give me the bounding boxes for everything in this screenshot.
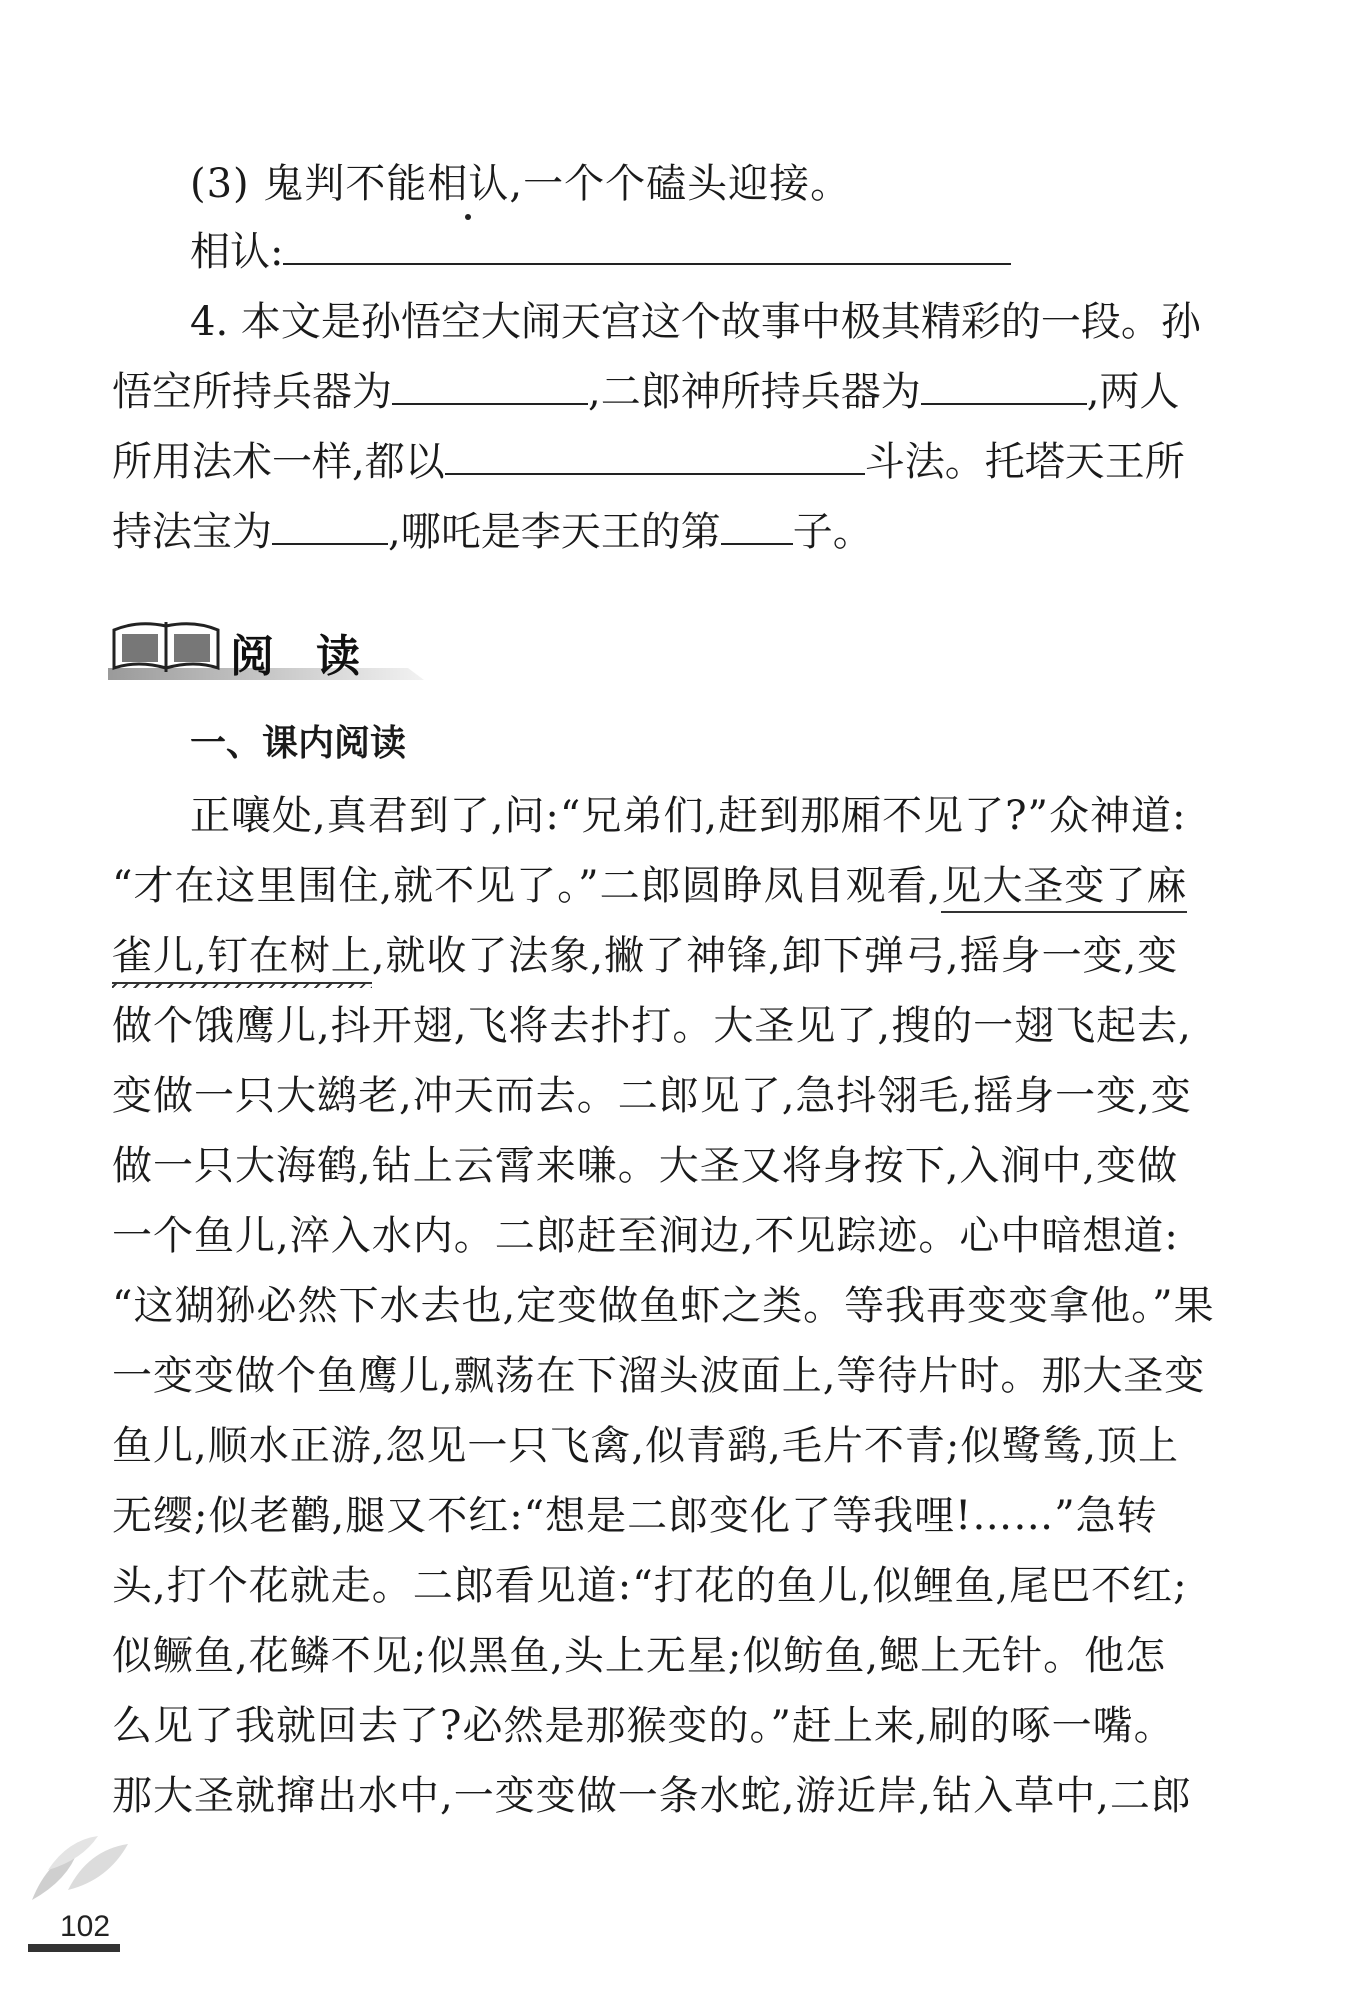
passage-text: 头,打个花就走。二郎看见道:“打花的鱼儿,似鲤鱼,尾巴不红;	[112, 1563, 1188, 1609]
passage-text: 鱼儿,顺水正游,忽见一只飞禽,似青鹞,毛片不青;似鹭鸶,顶上	[112, 1423, 1180, 1469]
passage-text: “这猢狲必然下水去也,定变做鱼虾之类。等我再变变拿他。”果	[112, 1283, 1215, 1329]
passage-text: “才在这里围住,就不见了。”二郎圆睁凤目观看,	[112, 863, 942, 909]
q4-line-1	[190, 298, 1201, 346]
q4-text: ,哪吒是李天王的第	[388, 509, 721, 555]
passage-line	[112, 1772, 1192, 1820]
passage-text: 似鳜鱼,花鳞不见;似黑鱼,头上无星;似鲂鱼,鳃上无针。他怎	[112, 1633, 1167, 1679]
dotted-char: 相认	[427, 161, 510, 207]
item3-text-b: ,一个个磕头迎接。	[509, 161, 852, 207]
passage-line	[112, 1282, 1215, 1330]
passage-text: 变做一只大鹚老,冲天而去。二郎见了,急抖翎毛,摇身一变,变	[112, 1073, 1192, 1119]
q4-text: 悟空所持兵器为	[112, 369, 392, 415]
passage-line	[190, 792, 1186, 840]
answer-blank[interactable]	[721, 509, 793, 545]
q4-text: 斗法。托塔天王所	[864, 439, 1185, 485]
passage-line	[112, 1562, 1188, 1610]
answer-blank[interactable]	[392, 369, 588, 405]
answer-blank[interactable]	[921, 369, 1087, 405]
item3-text-a: (3) 鬼判不能	[190, 161, 428, 207]
page-number: 102	[60, 1910, 111, 1943]
q4-text: 持法宝为	[112, 509, 272, 555]
underlined-text: 见大圣变了麻	[941, 863, 1187, 913]
passage-line	[112, 1352, 1205, 1400]
passage-line	[112, 1422, 1179, 1470]
q4-text: 子。	[792, 509, 873, 555]
passage-line	[112, 862, 1187, 910]
exercise-item-3	[190, 160, 851, 208]
passage-line	[112, 1002, 1192, 1050]
passage-text: 一个鱼儿,淬入水内。二郎赶至涧边,不见踪迹。心中暗想道:	[112, 1213, 1179, 1259]
underlined-text: 雀儿,钉在树上	[112, 932, 372, 984]
passage-text: 做个饿鹰儿,抖开翅,飞将去扑打。大圣见了,搜的一翅飞起去,	[112, 1003, 1192, 1049]
page-number-bar	[28, 1944, 120, 1952]
section-title: 阅读	[230, 631, 402, 682]
q4-text: ,两人	[1086, 369, 1180, 415]
passage-line	[112, 1702, 1175, 1750]
passage-text: 正嚷处,真君到了,问:“兄弟们,赶到那厢不见了?”众神道:	[190, 793, 1187, 839]
passage-text: 么见了我就回去了?必然是那猴变的。”赶上来,刷的啄一嘴。	[112, 1703, 1175, 1749]
item3-answer-label: 相认:	[190, 229, 284, 275]
answer-blank[interactable]	[272, 509, 388, 545]
passage-text: 那大圣就撺出水中,一变变做一条水蛇,游近岸,钻入草中,二郎	[112, 1773, 1192, 1819]
passage-line	[112, 1212, 1179, 1260]
q4-text: 所用法术一样,都以	[112, 439, 445, 485]
item3-dotted-word	[427, 161, 509, 207]
q4-text: 4. 本文是孙悟空大闹天宫这个故事中极其精彩的一段。孙	[190, 299, 1201, 345]
passage-line	[112, 932, 1178, 984]
passage-line	[112, 1142, 1178, 1190]
answer-blank[interactable]	[445, 439, 865, 475]
q4-line-4	[112, 508, 873, 556]
leaf-decoration-icon	[28, 1830, 138, 1910]
passage-line	[112, 1632, 1166, 1680]
answer-blank[interactable]	[283, 229, 1011, 265]
q4-line-3	[112, 438, 1185, 486]
q4-line-2	[112, 368, 1179, 416]
section-subhead: 一、课内阅读	[190, 723, 407, 764]
passage-text: 一变变做个鱼鹰儿,飘荡在下溜头波面上,等待片时。那大圣变	[112, 1353, 1206, 1399]
q4-text: ,二郎神所持兵器为	[588, 369, 921, 415]
passage-text: ,就收了法象,撇了神锋,卸下弹弓,摇身一变,变	[371, 933, 1179, 979]
passage-text: 无缨;似老鹳,腿又不红:“想是二郎变化了等我哩!……”急转	[112, 1493, 1158, 1539]
passage-text: 做一只大海鹤,钻上云霄来嗛。大圣又将身按下,入涧中,变做	[112, 1143, 1179, 1189]
item3-answer-line	[190, 228, 1011, 276]
passage-line	[112, 1492, 1158, 1540]
passage-line	[112, 1072, 1192, 1120]
